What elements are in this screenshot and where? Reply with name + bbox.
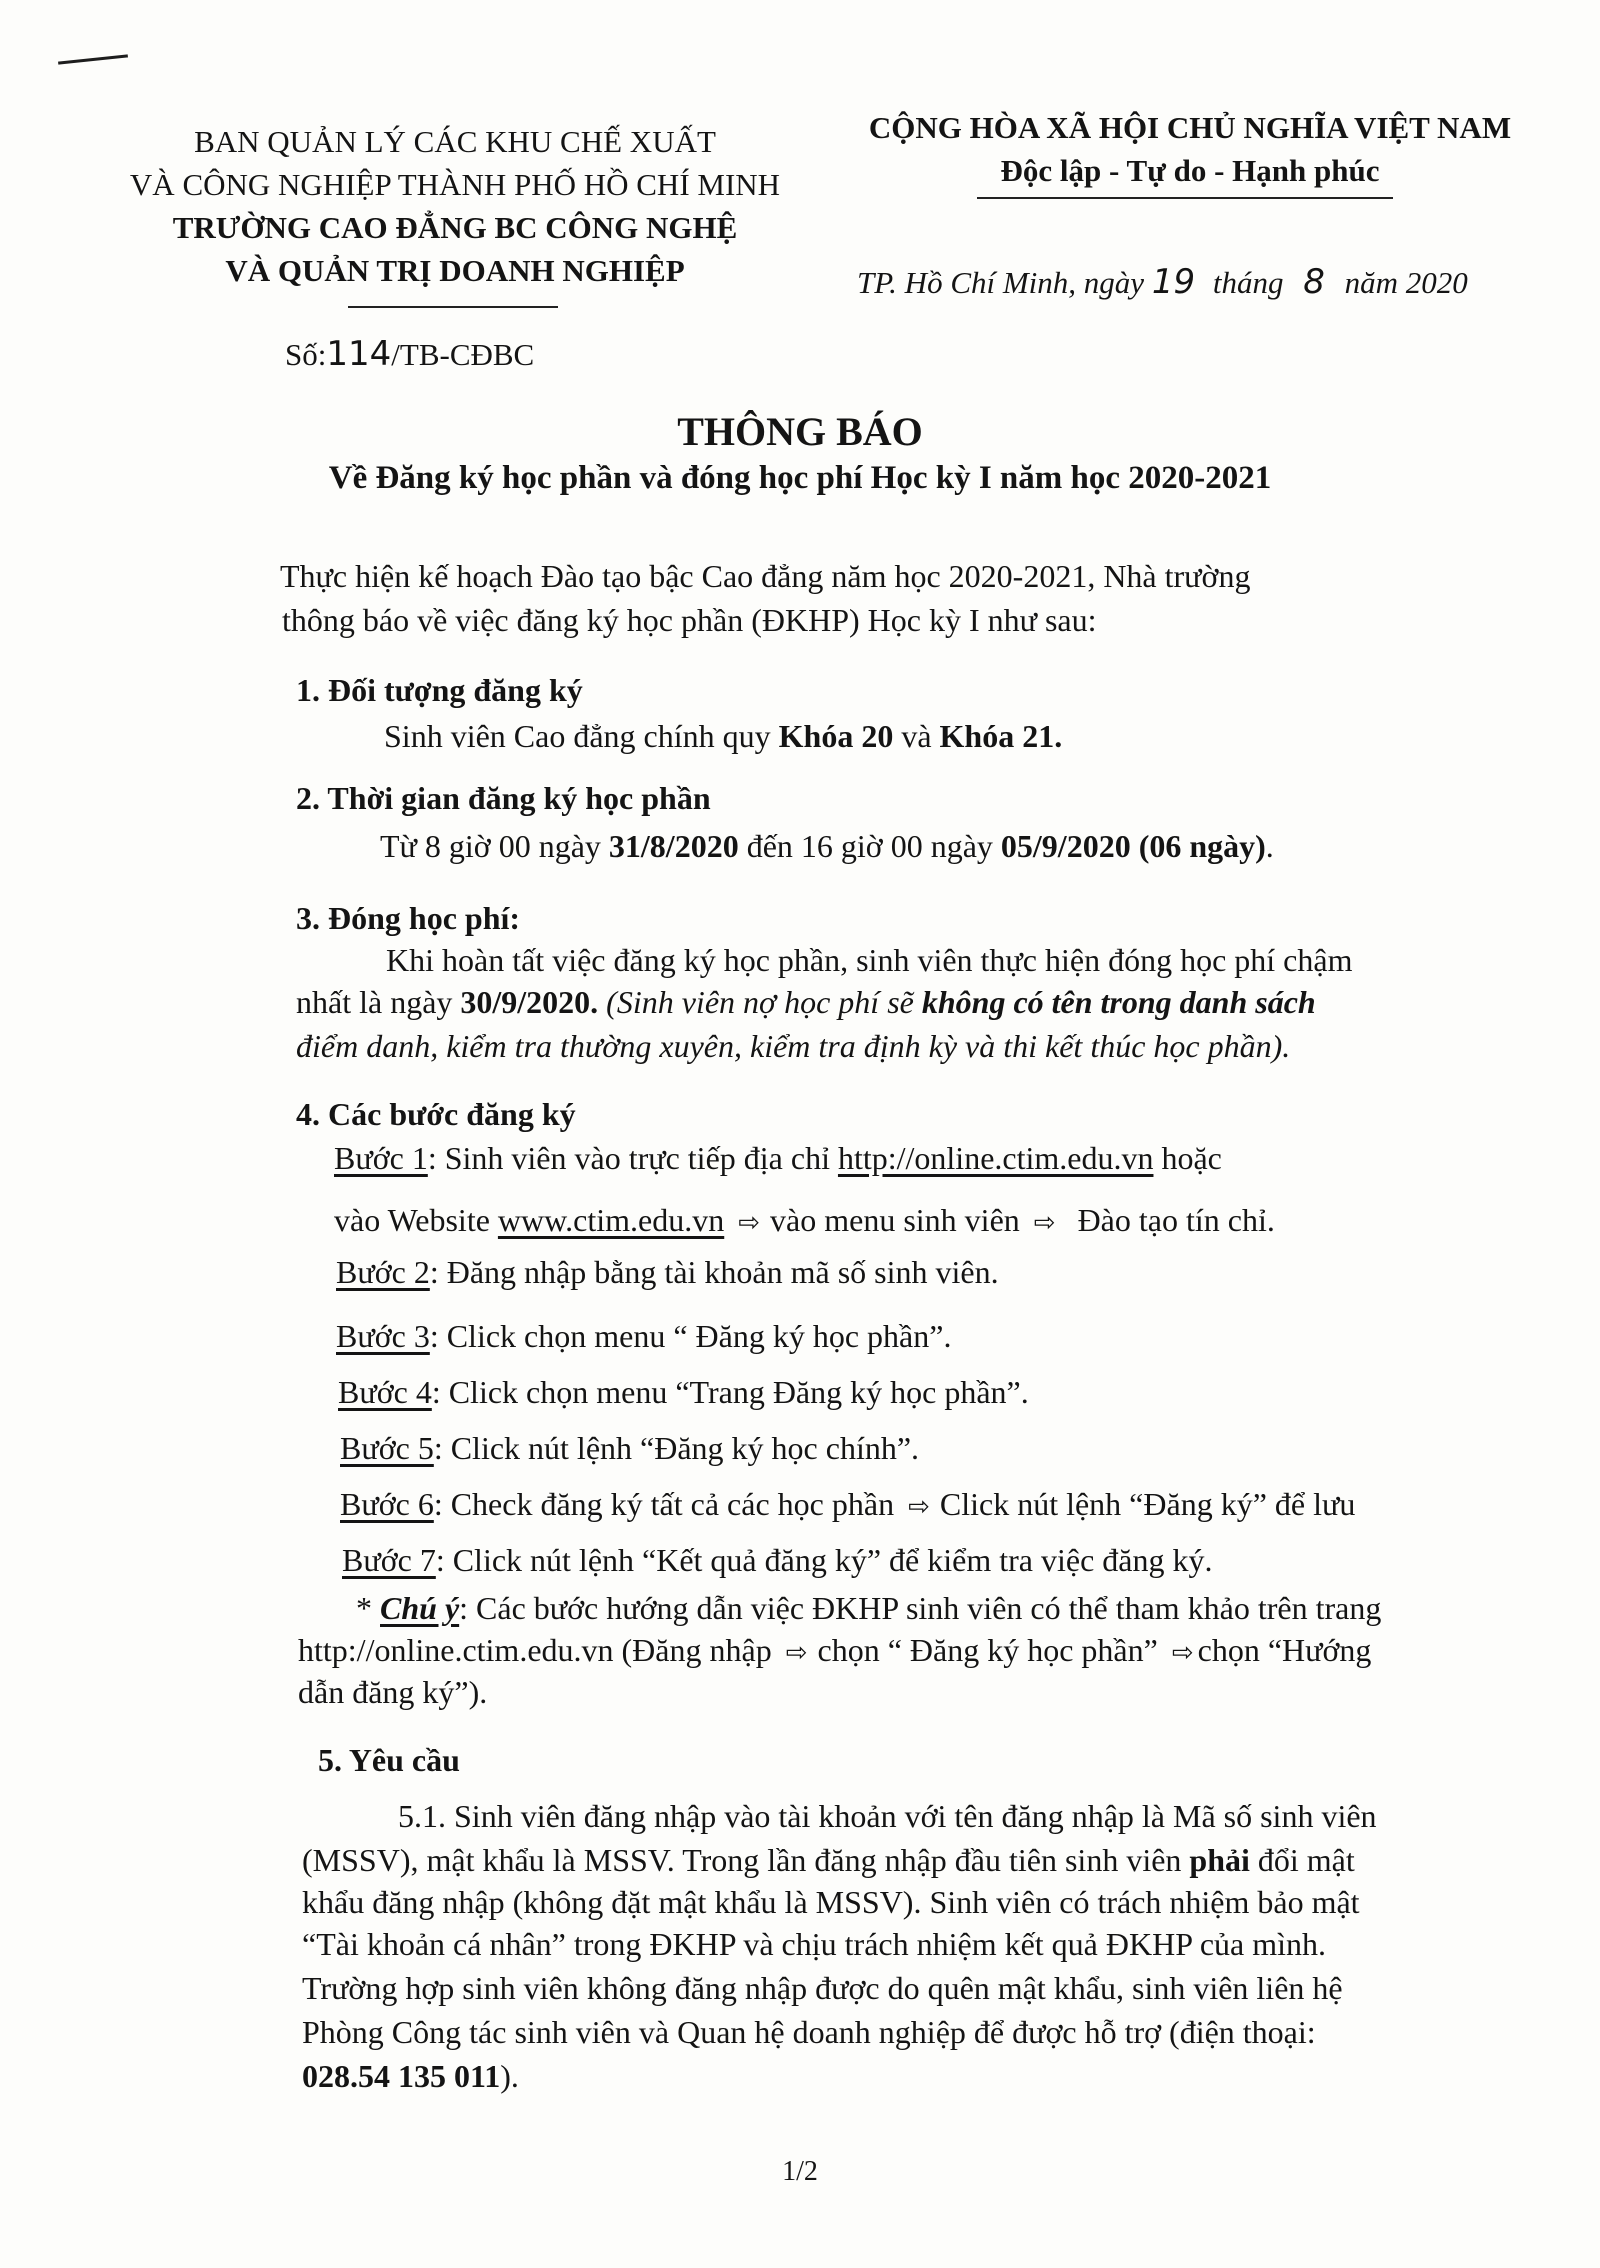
section-5-heading: 5. Yêu cầu [318, 1742, 460, 1778]
note-label: Chú ý [380, 1590, 460, 1626]
website-link[interactable]: www.ctim.edu.vn [497, 1202, 725, 1238]
step-6: Bước 6: Check đăng ký tất cả các học phần ⇨ Click nút lệnh “Đăng ký” để lưu [340, 1482, 1355, 1529]
scan-mark [58, 54, 128, 64]
step-2-label: Bước 2 [336, 1254, 430, 1290]
school-name-line-1: TRƯỜNG CAO ĐẲNG BC CÔNG NGHỆ [172, 210, 738, 245]
step-4-label: Bước 4 [338, 1374, 432, 1410]
requirement-5-1-line-7: 028.54 135 011). [302, 2058, 519, 2094]
requirement-5-1-line-2: (MSSV), mật khẩu là MSSV. Trong lần đăng nhập đầu tiên sinh viên phải đổi mật [302, 1842, 1355, 1878]
step-5: Bước 5: Click nút lệnh “Đăng ký học chính”. [340, 1430, 920, 1466]
step-7-label: Bước 7 [342, 1542, 436, 1578]
step-3: Bước 3: Click chọn menu “ Đăng ký học phần”. [336, 1318, 952, 1354]
step-4: Bước 4: Click chọn menu “Trang Đăng ký học phần”. [338, 1374, 1029, 1410]
step-1-label: Bước 1 [334, 1140, 428, 1176]
page-number: 1/2 [782, 2156, 818, 2187]
note-line-1: * Chú ý: Các bước hướng dẫn việc ĐKHP sinh viên có thể tham khảo trên trang [356, 1590, 1382, 1626]
issuer-line-1: BAN QUẢN LÝ CÁC KHU CHẾ XUẤT [194, 124, 716, 159]
date-day: 19 [1151, 262, 1196, 302]
section-2-text: Từ 8 giờ 00 ngày 31/8/2020 đến 16 giờ 00 ngày 05/9/2020 (06 ngày). [380, 828, 1274, 864]
date-month: 8 [1303, 262, 1325, 302]
section-2-heading: 2. Thời gian đăng ký học phần [296, 780, 711, 816]
section-3-line-3: điểm danh, kiểm tra thường xuyên, kiểm tra định kỳ và thi kết thúc học phần). [296, 1028, 1291, 1064]
motto-underline [977, 197, 1393, 199]
section-4-heading: 4. Các bước đăng ký [296, 1096, 576, 1132]
school-name-line-2: VÀ QUẢN TRỊ DOANH NGHIỆP [225, 253, 685, 288]
document-number: Số:114/TB-CĐBC [285, 334, 535, 374]
arrow-right-icon: ⇨ [1033, 1208, 1056, 1238]
step-7: Bước 7: Click nút lệnh “Kết quả đăng ký” để kiểm tra việc đăng ký. [342, 1542, 1213, 1578]
issuer-line-2: VÀ CÔNG NGHIỆP THÀNH PHỐ HỒ CHÍ MINH [129, 167, 781, 202]
step-1-line-2: vào Website www.ctim.edu.vn ⇨ vào menu sinh viên ⇨ Đào tạo tín chỉ. [334, 1198, 1275, 1245]
document-date: TP. Hồ Chí Minh, ngày 19 tháng 8 năm 2020 [857, 262, 1468, 302]
page-subtitle: Về Đăng ký học phần và đóng học phí Học kỳ I năm học 2020-2021 [328, 460, 1272, 496]
arrow-right-icon: ⇨ [908, 1492, 930, 1522]
portal-link[interactable]: http://online.ctim.edu.vn [837, 1140, 1154, 1176]
section-3-heading: 3. Đóng học phí: [296, 900, 521, 936]
support-phone: 028.54 135 011 [302, 2058, 501, 2094]
intro-paragraph: Thực hiện kế hoạch Đào tạo bậc Cao đẳng năm học 2020-2021, Nhà trường [280, 558, 1251, 594]
note-line-3: dẫn đăng ký”). [298, 1674, 488, 1710]
issuer-underline [348, 306, 558, 308]
national-motto: Độc lập - Tự do - Hạnh phúc [1000, 153, 1380, 188]
requirement-5-1-line-4: “Tài khoản cá nhân” trong ĐKHP và chịu trách nhiệm kết quả ĐKHP của mình. [302, 1926, 1326, 1962]
requirement-5-1-line-5: Trường hợp sinh viên không đăng nhập được do quên mật khẩu, sinh viên liên hệ [302, 1970, 1343, 2006]
requirement-5-1-line-1: 5.1. Sinh viên đăng nhập vào tài khoản với tên đăng nhập là Mã số sinh viên [398, 1798, 1377, 1834]
requirement-5-1-line-6: Phòng Công tác sinh viên và Quan hệ doanh nghiệp để được hỗ trợ (điện thoại: [302, 2014, 1316, 2050]
section-3-line-2: nhất là ngày 30/9/2020. (Sinh viên nợ học phí sẽ không có tên trong danh sách [296, 984, 1316, 1020]
section-1-heading: 1. Đối tượng đăng ký [296, 672, 583, 708]
step-3-label: Bước 3 [336, 1318, 430, 1354]
issuer-block [95, 120, 815, 292]
step-5-label: Bước 5 [340, 1430, 434, 1466]
note-line-2: http://online.ctim.edu.vn (Đăng nhập ⇨ chọn “ Đăng ký học phần” ⇨ chọn “Hướng [298, 1628, 1371, 1675]
national-title: CỘNG HÒA XÃ HỘI CHỦ NGHĨA VIỆT NAM [868, 110, 1512, 145]
arrow-right-icon: ⇨ [738, 1208, 761, 1238]
arrow-right-icon: ⇨ [1171, 1638, 1194, 1668]
intro-paragraph-2: thông báo về việc đăng ký học phần (ĐKHP) Học kỳ I như sau: [282, 602, 1097, 638]
section-1-text: Sinh viên Cao đẳng chính quy Khóa 20 và Khóa 21. [384, 718, 1063, 754]
arrow-right-icon: ⇨ [785, 1638, 808, 1668]
requirement-5-1-line-3: khẩu đăng nhập (không đặt mật khẩu là MSSV). Sinh viên có trách nhiệm bảo mật [302, 1884, 1360, 1920]
section-3-line-1: Khi hoàn tất việc đăng ký học phần, sinh viên thực hiện đóng học phí chậm [386, 942, 1353, 978]
step-1-line-1: Bước 1: Sinh viên vào trực tiếp địa chỉ http://online.ctim.edu.vn hoặc [334, 1140, 1222, 1176]
document-number-value: 114 [326, 334, 392, 374]
step-2: Bước 2: Đăng nhập bằng tài khoản mã số sinh viên. [336, 1254, 999, 1290]
step-6-label: Bước 6 [340, 1486, 434, 1522]
page-title: THÔNG BÁO [677, 409, 923, 454]
national-header [800, 106, 1580, 192]
